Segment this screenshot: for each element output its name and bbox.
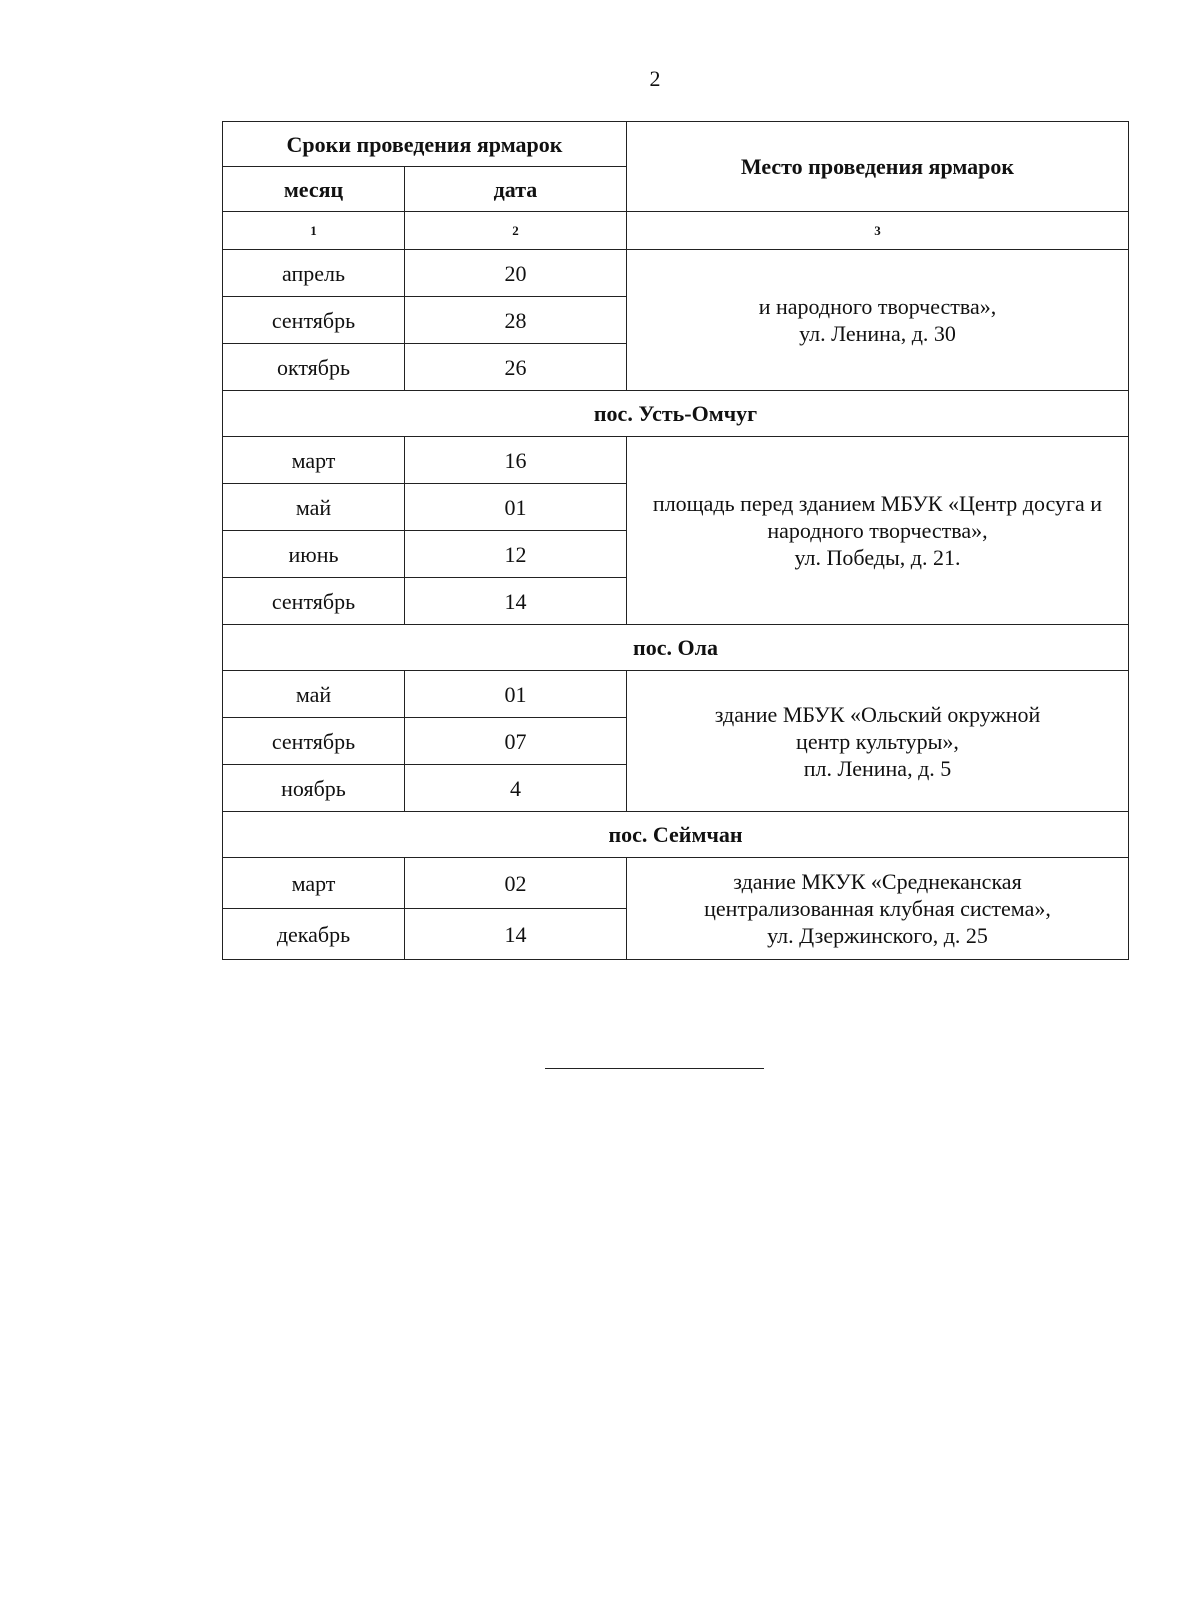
date-cell: 20 — [405, 250, 627, 297]
month-header: месяц — [223, 167, 405, 212]
place-line: пл. Ленина, д. 5 — [803, 755, 952, 781]
date-cell: 12 — [405, 531, 627, 578]
place-line: площадь перед зданием МБУК «Центр досуга и — [652, 491, 1103, 516]
place-line: централизованная клубная система», — [704, 896, 1051, 921]
location-heading: пос. Усть-Омчуг — [223, 391, 1129, 437]
location-row — [223, 812, 1129, 858]
table-row — [223, 437, 1129, 484]
month-cell: декабрь — [223, 909, 405, 960]
month-cell: май — [223, 671, 405, 718]
table-row — [223, 858, 1129, 909]
place-cell — [627, 250, 1129, 391]
place-line: здание МБУК «Ольский окружной — [714, 701, 1041, 727]
place-line: ул. Победы, д. 21. — [794, 545, 961, 570]
date-cell: 01 — [405, 671, 627, 718]
place-line: ул. Дзержинского, д. 25 — [767, 923, 988, 948]
date-cell: 26 — [405, 344, 627, 391]
place-line: ул. Ленина, д. 30 — [799, 321, 956, 346]
fair-schedule-table — [222, 121, 1129, 960]
column-index: 2 — [405, 212, 627, 250]
date-cell: 14 — [405, 578, 627, 625]
date-cell: 01 — [405, 484, 627, 531]
date-cell: 16 — [405, 437, 627, 484]
place-header: Место проведения ярмарок — [627, 122, 1129, 212]
month-cell: март — [223, 437, 405, 484]
month-cell: март — [223, 858, 405, 909]
place-cell — [627, 437, 1129, 625]
date-cell: 02 — [405, 858, 627, 909]
month-cell: октябрь — [223, 344, 405, 391]
end-divider-line — [545, 1068, 764, 1069]
column-index: 3 — [627, 212, 1129, 250]
table-row — [223, 671, 1129, 718]
location-row — [223, 391, 1129, 437]
month-cell: апрель — [223, 250, 405, 297]
column-index: 1 — [223, 212, 405, 250]
date-cell: 14 — [405, 909, 627, 960]
month-cell: сентябрь — [223, 297, 405, 344]
table-header-row — [223, 122, 1129, 167]
column-index-row — [223, 212, 1129, 250]
location-heading: пос. Сеймчан — [223, 812, 1129, 858]
date-cell: 07 — [405, 718, 627, 765]
place-line: центр культуры», — [796, 728, 959, 754]
place-line: здание МКУК «Среднеканская — [733, 869, 1022, 894]
month-cell: май — [223, 484, 405, 531]
place-line: и народного творчества», — [758, 294, 997, 319]
month-cell: сентябрь — [223, 578, 405, 625]
month-cell: июнь — [223, 531, 405, 578]
month-cell: ноябрь — [223, 765, 405, 812]
place-cell — [627, 858, 1129, 960]
date-header: дата — [405, 167, 627, 212]
date-cell: 4 — [405, 765, 627, 812]
month-cell: сентябрь — [223, 718, 405, 765]
date-cell: 28 — [405, 297, 627, 344]
page-number: 2 — [649, 66, 661, 91]
place-cell — [627, 671, 1129, 812]
table-row — [223, 250, 1129, 297]
location-row — [223, 625, 1129, 671]
location-heading: пос. Ола — [223, 625, 1129, 671]
period-header: Сроки проведения ярмарок — [223, 122, 627, 167]
place-line: народного творчества», — [767, 518, 988, 543]
